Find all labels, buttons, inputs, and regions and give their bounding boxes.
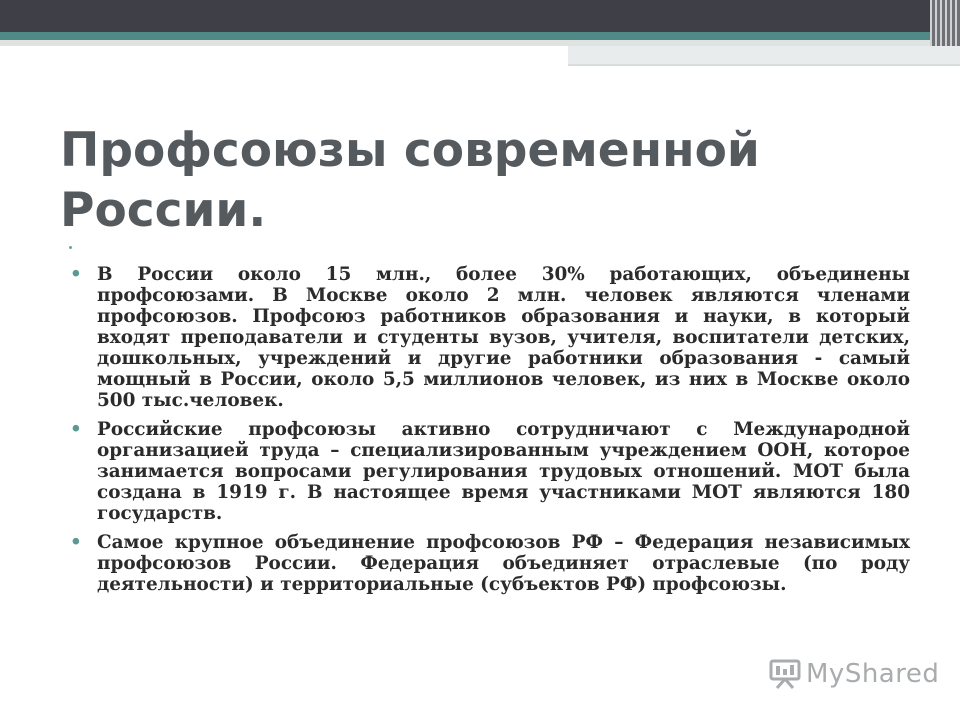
bullet-item	[70, 532, 910, 595]
slide-title: Профсоюзы современной России.	[60, 123, 760, 239]
top-right-decor-line	[568, 64, 960, 66]
bullet-item	[70, 419, 910, 524]
bullet-marker: •	[70, 264, 82, 285]
empty-bullet-dot	[69, 246, 72, 249]
top-dark-bar	[0, 0, 960, 32]
bullet-marker: •	[70, 419, 82, 440]
bullet-text: Российские профсоюзы активно сотрудничают с Международной организацией труда – специализированным учреждением ООН, которое занимается вопросами регулирования трудовых отношений. МОТ была создана в 1919 г. В настоящее время участниками МОТ являются 180 государств.	[97, 419, 910, 524]
bullet-item	[70, 264, 910, 411]
myshared-watermark	[768, 656, 939, 692]
bullet-marker: •	[70, 532, 82, 553]
top-right-decor-block	[568, 46, 960, 64]
top-accent-bar	[0, 32, 960, 40]
bullet-text: В России около 15 млн., более 30% работающих, объединены профсоюзами. В Москве около 2 млн. человек являются членами профсоюзов. Профсоюз работников образования и науки, в который входят преподаватели и студенты вузов, учителя, воспитатели детских, дошкольных, учреждений и другие работники образования - самый мощный в России, около 5,5 миллионов человек, из них в Москве около 500 тыс.человек.	[97, 264, 910, 411]
presentation-board-icon	[768, 657, 802, 691]
corner-stripes-decor	[930, 0, 960, 46]
watermark-text: MyShared	[806, 659, 940, 689]
bullet-text: Самое крупное объединение профсоюзов РФ – Федерация независимых профсоюзов России. Федерация объединяет отраслевые (по роду деятельности) и территориальные (субъектов РФ) профсоюзы.	[97, 532, 910, 595]
bullet-list	[70, 264, 910, 603]
